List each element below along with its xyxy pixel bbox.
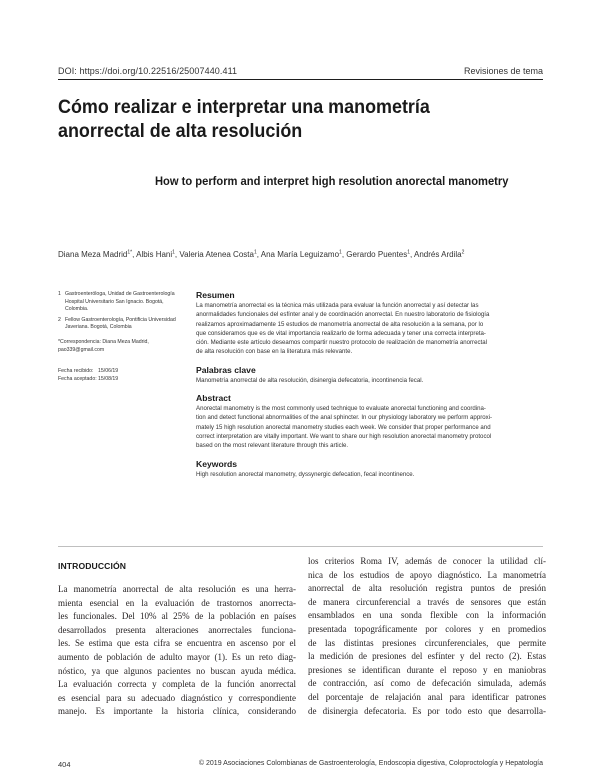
- body-line: de disinergia defecatoria. Es por todo esto que desarrolla-: [308, 705, 546, 716]
- author: Albis Hani$^1$,: [136, 249, 178, 259]
- author: Valeria Atenea Costa$^1$,: [179, 249, 259, 259]
- body-line: anorrectal de alta resolución registra puntos de presión: [308, 583, 546, 594]
- affiliation-number: 1: [58, 291, 61, 297]
- section-divider: [58, 546, 543, 547]
- date-received: Fecha recibido: 15/06/19: [58, 368, 119, 375]
- author: Diana Meza Madrid$^{1*}$,: [58, 249, 135, 259]
- date-accepted: Fecha aceptado: 15/08/19: [58, 375, 119, 382]
- title-line-1: Cómo realizar e interpretar una manometría: [58, 96, 430, 118]
- palabras-clave-text: Manometría anorrectal de alta resolución, disinergia defecatoria, incontinencia fecal.: [196, 376, 424, 384]
- author-list: [58, 249, 464, 259]
- doi-link[interactable]: DOI: https://doi.org/10.22516/25007440.411: [58, 66, 238, 76]
- body-line: de manera circunferencial a través de sensores que están: [308, 596, 546, 607]
- resumen-heading: Resumen: [196, 290, 235, 300]
- body-line: de contracción, así como de defecación simulada, además: [308, 678, 546, 689]
- affiliation-text: Gastroenteróloga, Unidad de Gastroenterología Hospital Universitario San Ignacio. Bogotá, Colombia.: [65, 291, 175, 313]
- affiliation-item: [58, 317, 178, 332]
- body-line: aumento de población de adulto mayor (1). Es un reto diag-: [58, 651, 296, 662]
- body-line: presentada topográficamente por colores y en promedios: [308, 623, 546, 634]
- body-line: de las distintas presiones circunferenciales, que permite: [308, 637, 546, 648]
- copyright-footer: © 2019 Asociaciones Colombianas de Gastroenterología, Endoscopia digestiva, Coloproctología y Hepatología: [198, 760, 543, 767]
- body-line: la medición de presiones del esfínter y del recto (2). Estas: [308, 651, 546, 662]
- body-line: nica de los estudios de apoyo diagnóstico. La manometría: [308, 569, 546, 580]
- keywords-text: High resolution anorectal manometry, dyssynergic defecation, fecal incontinence.: [196, 470, 415, 478]
- page-number: 404: [58, 760, 71, 769]
- abstract-text: Anorectal manometry is the most commonly used technique to evaluate anorectal functioning and coordina- tion and detect functional abnormalities of the anal sphincter. In our physiology laboratory we perform approxi- mately 15 high resolution anorectal manometry studies each week. We consider that proper performance and correct interpretation are vitally important. We want to share our high resolution anorectal manometry protocol based on the most relevant literature through this article.: [196, 405, 493, 450]
- author: Andrés Ardila$^2$: [414, 249, 465, 259]
- body-line: ensamblados en una sonda flexible con la información: [308, 610, 546, 621]
- introduction-heading: INTRODUCCIÓN: [58, 561, 127, 571]
- body-line: manejo. Es importante la historia clínica, considerando: [58, 706, 296, 717]
- title-line-2: anorrectal de alta resolución: [58, 120, 303, 142]
- body-line: La evaluación correcta y completa de la función anorrectal: [58, 679, 296, 690]
- article-title-spanish: [58, 95, 490, 143]
- palabras-clave-heading: Palabras clave: [196, 364, 256, 375]
- affiliation-number: 2: [58, 316, 61, 323]
- affiliation-text: Fellow Gastroenterología, Pontificia Universidad Javeriana. Bogotá, Colombia: [65, 316, 176, 331]
- affiliations-sidebar: [58, 291, 178, 383]
- body-line: desarrollados presenta alteraciones anorrectales funciona-: [58, 624, 296, 635]
- submission-dates: [58, 368, 178, 383]
- section-label: Revisiones de tema: [463, 66, 543, 76]
- abstract-section: [196, 393, 545, 450]
- body-line: les funcionales. Del 10% al 25% de la población en países: [58, 611, 296, 622]
- body-line: nóstico, ya que algunos pacientes no buscan ayuda médica.: [58, 665, 296, 676]
- body-column-right: [308, 555, 546, 718]
- body-line: los criterios Roma IV, además de conocer la utilidad clí-: [308, 556, 546, 566]
- resumen-section: [196, 290, 545, 357]
- body-line: les. Se estima que esta cifra se encuentra en ascenso por el: [58, 638, 296, 649]
- keywords-section: [196, 459, 545, 479]
- body-line: es esencial para su adecuado diagnóstico y correspondiente: [58, 692, 296, 703]
- body-line: La manometría anorrectal de alta resolución es una herra-: [58, 584, 296, 594]
- header-divider: [58, 79, 543, 80]
- body-line: del porcentaje de relajación anal para identificar patrones: [308, 691, 546, 702]
- palabras-clave-section: [196, 365, 545, 385]
- affiliation-item: [58, 291, 178, 314]
- abstract-heading: Abstract: [196, 393, 231, 404]
- body-line: presiones se identifican durante el reposo y en maniobras: [308, 664, 546, 675]
- body-column-left: [58, 583, 296, 719]
- author: Ana María Leguizamo$^1$,: [260, 249, 345, 259]
- author: Gerardo Puentes$^1$,: [346, 249, 413, 259]
- body-line: mienta esencial en la evaluación de trastornos anorrecta-: [58, 597, 296, 608]
- keywords-heading: Keywords: [196, 458, 238, 469]
- resumen-text: La manometría anorrectal es la técnica más utilizada para evaluar la función anorrectal y así detectar las anormalidades funcionales del esfínter anal y de coordinación anorrectal. En nuestro laboratorio de fisiología realizamos aproximadamente 15 estudios de manometría anorrectal de alta resolución a la semana, por lo que consideramos que es de vital importancia realizarlo de forma adecuada y tener una correcta interpreta- ción. Mediante este artículo deseamos compartir nuestro protocolo de realización de manometría anorrectal de alta resolución con base en la literatura más relevante.: [196, 302, 490, 356]
- correspondence-note: *Correspondencia: Diana Meza Madrid, pao339@gmail.com: [58, 338, 149, 353]
- article-title-english: How to perform and interpret high resolution anorectal manometry: [155, 174, 509, 188]
- abstracts-block: [196, 290, 545, 487]
